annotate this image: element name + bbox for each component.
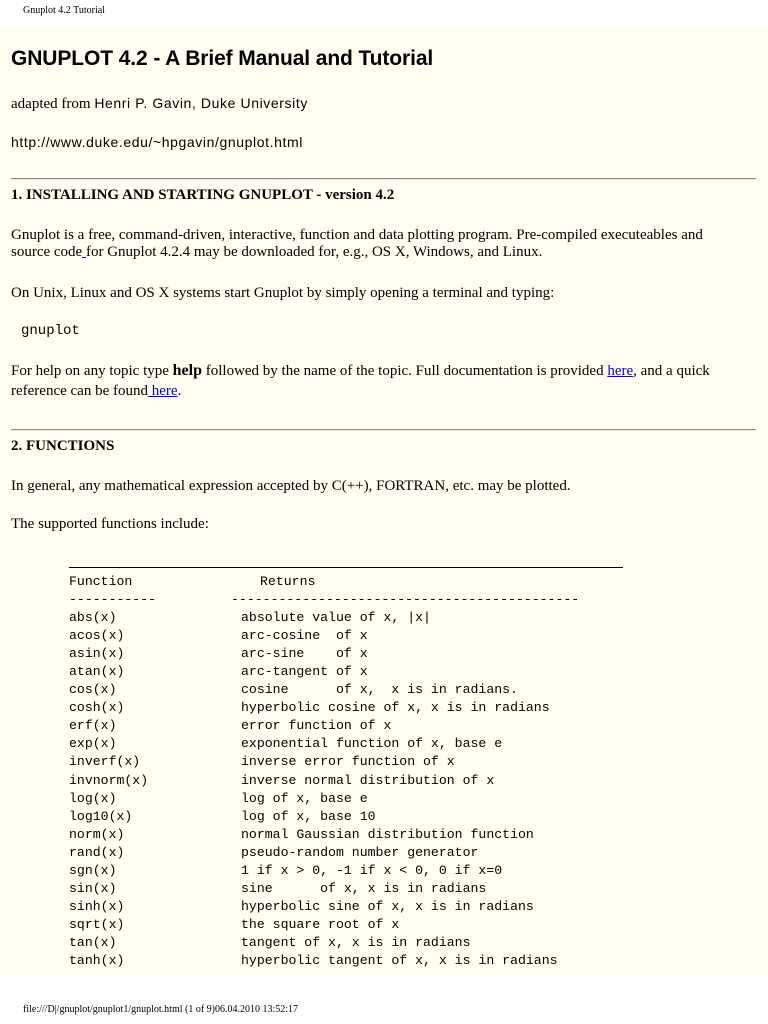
table-row	[69, 844, 579, 862]
function-name: acos(x)	[69, 628, 125, 644]
column-header-returns: Returns	[260, 574, 316, 589]
help-keyword: help	[172, 362, 202, 379]
help-paragraph	[11, 361, 756, 401]
section-heading-installing: 1. INSTALLING AND STARTING GNUPLOT - version 4.2	[11, 187, 395, 203]
table-row	[69, 898, 579, 916]
function-returns: error function of x	[241, 718, 392, 734]
function-returns: 1 if x > 0, -1 if x < 0, 0 if x=0	[241, 862, 503, 878]
divider	[11, 178, 756, 180]
author-name: Henri P. Gavin, Duke University	[94, 95, 308, 111]
function-returns: inverse normal distribution of x	[241, 772, 495, 788]
function-name: atan(x)	[69, 664, 125, 680]
function-name: log10(x)	[69, 808, 133, 824]
function-returns: cosine of x, x is in radians.	[241, 682, 518, 698]
function-name: invnorm(x)	[69, 772, 149, 788]
function-name: tanh(x)	[69, 952, 125, 968]
help-text-c: , and a quick	[633, 363, 710, 379]
start-instructions: On Unix, Linux and OS X systems start Gnuplot by simply opening a terminal and typing:	[11, 285, 555, 301]
function-name: abs(x)	[69, 610, 117, 626]
table-row	[69, 717, 579, 735]
supported-functions-intro: The supported functions include:	[11, 516, 209, 532]
function-returns: inverse error function of x	[241, 754, 455, 770]
table-row	[69, 880, 579, 898]
print-footer: file:///D|/gnuplot/gnuplot1/gnuplot.html (1 of 9)06.04.2010 13:52:17	[23, 1004, 299, 1015]
functions-paragraph: In general, any mathematical expression accepted by C(++), FORTRAN, etc. may be plotted.	[11, 478, 571, 494]
function-name: cos(x)	[69, 682, 117, 698]
table-dash-row	[69, 591, 579, 609]
gnuplot-command: gnuplot	[21, 323, 80, 339]
page-title: GNUPLOT 4.2 - A Brief Manual and Tutorial	[11, 47, 434, 70]
functions-table	[69, 573, 579, 970]
function-name: norm(x)	[69, 826, 125, 842]
table-row	[69, 681, 579, 699]
source-code-text: source code	[11, 244, 83, 260]
function-returns: exponential function of x, base e	[241, 736, 503, 752]
table-row	[69, 772, 579, 790]
divider	[11, 429, 756, 431]
function-rows	[69, 609, 579, 970]
function-returns: hyperbolic cosine of x, x is in radians	[241, 700, 550, 716]
function-returns: log of x, base e	[241, 790, 368, 806]
quick-reference-link[interactable]: here	[148, 383, 178, 399]
help-text-b: followed by the name of the topic. Full documentation is provided	[201, 363, 608, 379]
table-row	[69, 609, 579, 627]
table-row	[69, 826, 579, 844]
table-row	[69, 862, 579, 880]
function-returns: normal Gaussian distribution function	[241, 826, 534, 842]
function-returns: arc-sine of x	[241, 646, 368, 662]
function-returns: arc-cosine of x	[241, 628, 368, 644]
function-name: sin(x)	[69, 880, 117, 896]
table-row	[69, 645, 579, 663]
function-name: sgn(x)	[69, 862, 117, 878]
table-row	[69, 627, 579, 645]
function-returns: sine of x, x is in radians	[241, 880, 487, 896]
intro-line-1: Gnuplot is a free, command-driven, interactive, function and data plotting program. Pre-compiled executeables and	[11, 227, 703, 243]
documentation-link[interactable]: here	[607, 363, 634, 379]
table-row	[69, 808, 579, 826]
function-name: sqrt(x)	[69, 916, 125, 932]
function-name: log(x)	[69, 790, 117, 806]
function-returns: hyperbolic sine of x, x is in radians	[241, 898, 534, 914]
table-header-row	[69, 573, 579, 591]
attribution	[11, 95, 308, 113]
table-row	[69, 916, 579, 934]
function-name: tan(x)	[69, 934, 117, 950]
function-name: cosh(x)	[69, 700, 125, 716]
table-row	[69, 663, 579, 681]
table-top-rule	[69, 567, 623, 568]
function-returns: the square root of x	[241, 916, 400, 932]
function-name: rand(x)	[69, 844, 125, 860]
document-body	[0, 28, 768, 978]
function-name: sinh(x)	[69, 898, 125, 914]
function-returns: arc-tangent of x	[241, 664, 368, 680]
help-text-d: reference can be found	[11, 383, 148, 399]
dash-returns: --------------------------------------------	[231, 592, 580, 608]
source-url: http://www.duke.edu/~hpgavin/gnuplot.html	[11, 134, 303, 150]
function-name: inverf(x)	[69, 754, 141, 770]
attribution-prefix: adapted from	[11, 96, 95, 112]
function-returns: log of x, base 10	[241, 808, 376, 824]
dash-function: -----------	[69, 592, 157, 608]
function-returns: absolute value of x, |x|	[241, 610, 431, 626]
intro-line-2: for Gnuplot 4.2.4 may be downloaded for, e.g., OS X, Windows, and Linux.	[85, 244, 543, 260]
function-name: asin(x)	[69, 646, 125, 662]
table-row	[69, 735, 579, 753]
table-row	[69, 790, 579, 808]
help-text-e: .	[177, 383, 182, 399]
function-name: exp(x)	[69, 736, 117, 752]
section-heading-functions: 2. FUNCTIONS	[11, 438, 115, 454]
function-name: erf(x)	[69, 718, 117, 734]
table-row	[69, 934, 579, 952]
function-returns: hyperbolic tangent of x, x is in radians	[241, 952, 558, 968]
function-returns: pseudo-random number generator	[241, 844, 479, 860]
table-row	[69, 753, 579, 771]
function-returns: tangent of x, x is in radians	[241, 934, 471, 950]
column-header-function: Function	[69, 574, 133, 589]
table-row	[69, 952, 579, 970]
help-text-a: For help on any topic type	[11, 363, 173, 379]
intro-paragraph	[11, 227, 756, 261]
print-header: Gnuplot 4.2 Tutorial	[23, 5, 105, 16]
table-row	[69, 699, 579, 717]
